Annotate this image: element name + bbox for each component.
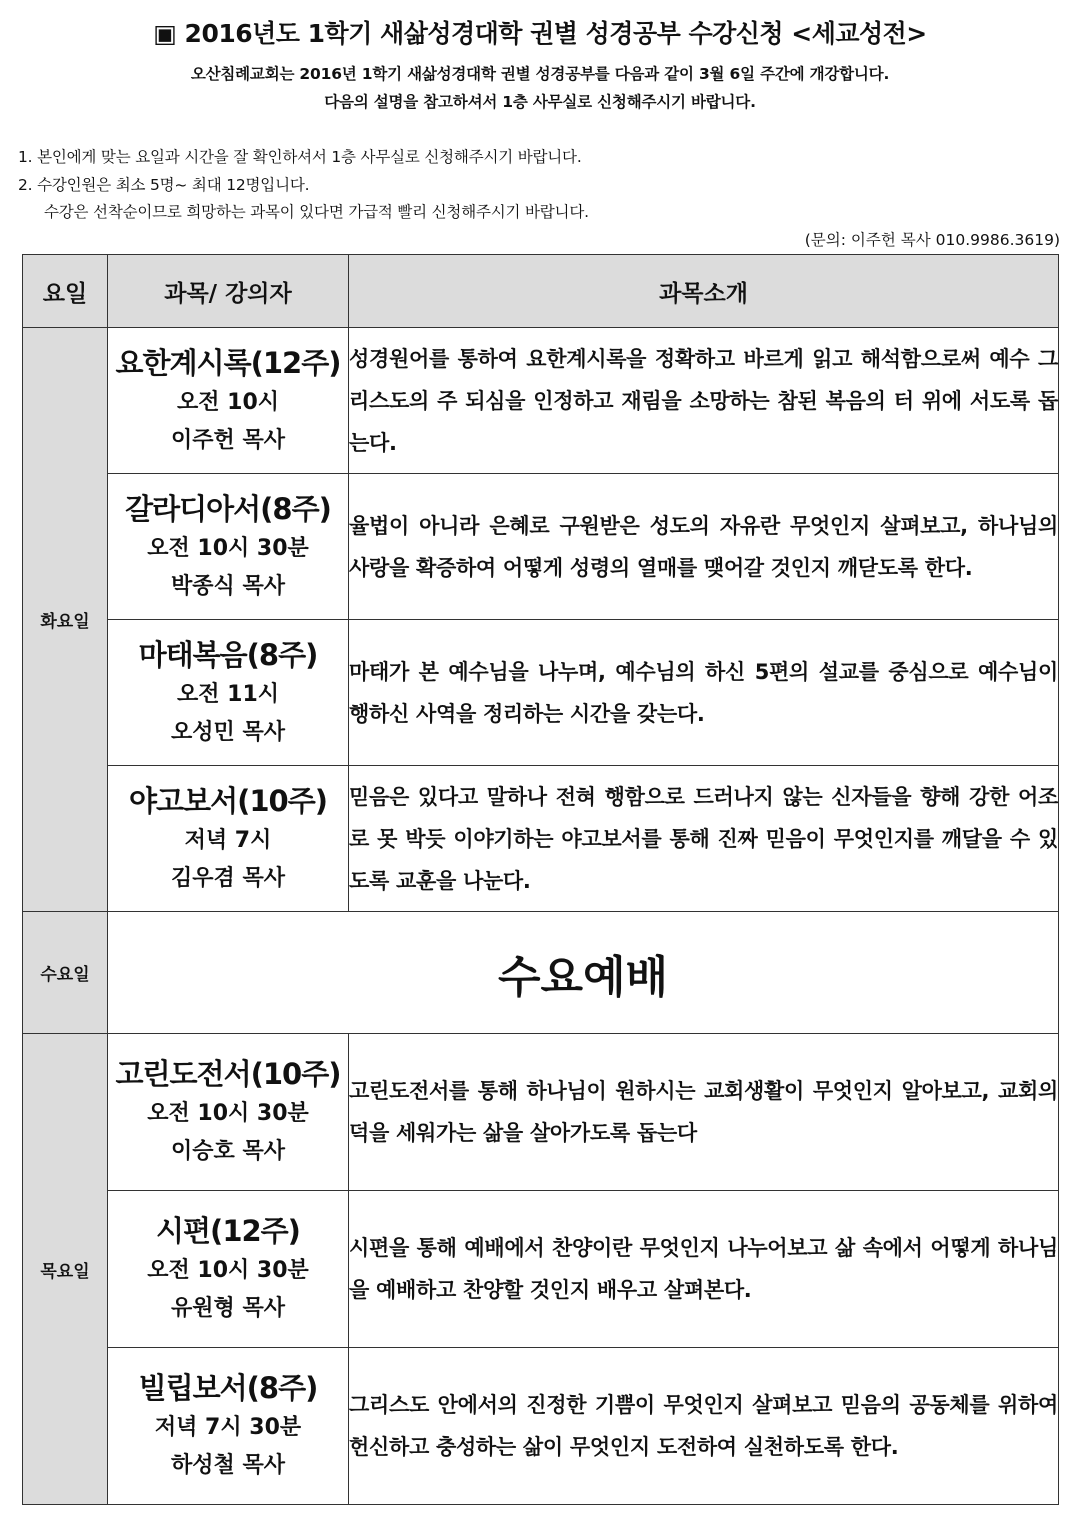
course-description: 믿음은 있다고 말하나 전혀 행함으로 드러나지 않는 신자들을 향해 강한 어조로 못 박듯 이야기하는 야고보서를 통해 진짜 믿음이 무엇인지를 깨달을 수 있도록 교훈을 나눈다.	[349, 766, 1059, 912]
course-time: 오전 11시	[176, 681, 280, 707]
course-description: 그리스도 안에서의 진정한 기쁨이 무엇인지 살펴보고 믿음의 공동체를 위하여 헌신하고 충성하는 삶이 무엇인지 도전하여 실천하도록 한다.	[349, 1348, 1059, 1505]
note-3: 수강은 선착순이므로 희망하는 과목이 있다면 가급적 빨리 신청해주시기 바랍니다.	[44, 203, 589, 221]
day-wednesday: 수요일	[23, 912, 108, 1034]
note-2: 2. 수강인원은 최소 5명~ 최대 12명입니다.	[18, 176, 310, 194]
course-schedule-table	[22, 254, 1059, 1505]
note-1: 1. 본인에게 맞는 요일과 시간을 잘 확인하셔서 1층 사무실로 신청해주시기 바랍니다.	[18, 148, 582, 166]
intro-line-2: 다음의 설명을 참고하셔서 1층 사무실로 신청해주시기 바랍니다.	[324, 93, 756, 111]
day-thursday: 목요일	[23, 1034, 108, 1505]
course-cell	[108, 620, 349, 766]
table-row	[23, 620, 1059, 766]
header-description: 과목소개	[349, 255, 1059, 328]
course-teacher: 하성철 목사	[171, 1453, 285, 1478]
course-cell	[108, 328, 349, 474]
course-name: 야고보서(10주)	[129, 783, 327, 818]
header-course: 과목/ 강의자	[108, 255, 349, 328]
course-description: 마태가 본 예수님을 나누며, 예수님의 하신 5편의 설교를 중심으로 예수님이 행하신 사역을 정리하는 시간을 갖는다.	[349, 620, 1059, 766]
course-teacher: 이주헌 목사	[171, 427, 285, 453]
course-time: 오전 10시 30분	[147, 1101, 309, 1126]
course-name: 고린도전서(10주)	[115, 1057, 341, 1091]
course-cell	[108, 1348, 349, 1505]
course-time: 오전 10시 30분	[147, 535, 309, 561]
course-teacher: 오성민 목사	[171, 719, 285, 745]
header-day: 요일	[23, 255, 108, 328]
course-teacher: 유원형 목사	[171, 1296, 285, 1321]
course-description: 성경원어를 통하여 요한계시록을 정확하고 바르게 읽고 해석함으로써 예수 그리스도의 주 되심을 인정하고 재림을 소망하는 참된 복음의 터 위에 서도록 돕는다.	[349, 328, 1059, 474]
course-name: 시편(12주)	[156, 1214, 300, 1248]
course-cell	[108, 474, 349, 620]
course-description: 시편을 통해 예배에서 찬양이란 무엇인지 나누어보고 삶 속에서 어떻게 하나님을 예배하고 찬양할 것인지 배우고 살펴본다.	[349, 1191, 1059, 1348]
course-teacher: 김우겸 목사	[171, 865, 285, 891]
course-name: 갈라디아서(8주)	[125, 491, 331, 526]
course-cell	[108, 766, 349, 912]
table-row	[23, 1034, 1059, 1191]
course-name: 마태복음(8주)	[138, 637, 318, 672]
course-teacher: 박종식 목사	[171, 573, 285, 599]
page-title: ▣ 2016년도 1학기 새삶성경대학 권별 성경공부 수강신청 <세교성전>	[153, 19, 927, 48]
intro-line-1: 오산침례교회는 2016년 1학기 새삶성경대학 권별 성경공부를 다음과 같이 3월 6일 주간에 개강합니다.	[190, 65, 890, 83]
table-row	[23, 328, 1059, 474]
table-row	[23, 766, 1059, 912]
course-teacher: 이승호 목사	[171, 1139, 285, 1164]
table-header-row	[23, 255, 1059, 328]
day-tuesday: 화요일	[23, 328, 108, 912]
wednesday-worship: 수요예배	[108, 912, 1059, 1034]
table-row	[23, 1191, 1059, 1348]
course-name: 요한계시록(12주)	[115, 345, 341, 380]
course-name: 빌립보서(8주)	[138, 1371, 318, 1405]
table-row	[23, 474, 1059, 620]
course-time: 저녁 7시	[184, 827, 272, 853]
course-cell	[108, 1034, 349, 1191]
course-time: 오전 10시	[176, 389, 280, 415]
table-row	[23, 1348, 1059, 1505]
course-description: 율법이 아니라 은혜로 구원받은 성도의 자유란 무엇인지 살펴보고, 하나님의 사랑을 확증하여 어떻게 성령의 열매를 맺어갈 것인지 깨닫도록 한다.	[349, 474, 1059, 620]
course-time: 오전 10시 30분	[147, 1258, 309, 1283]
course-time: 저녁 7시 30분	[154, 1415, 302, 1440]
contact-info: (문의: 이주헌 목사 010.9986.3619)	[804, 231, 1060, 249]
table-row	[23, 912, 1059, 1034]
course-description: 고린도전서를 통해 하나님이 원하시는 교회생활이 무엇인지 알아보고, 교회의 덕을 세워가는 삶을 살아가도록 돕는다	[349, 1034, 1059, 1191]
course-cell	[108, 1191, 349, 1348]
